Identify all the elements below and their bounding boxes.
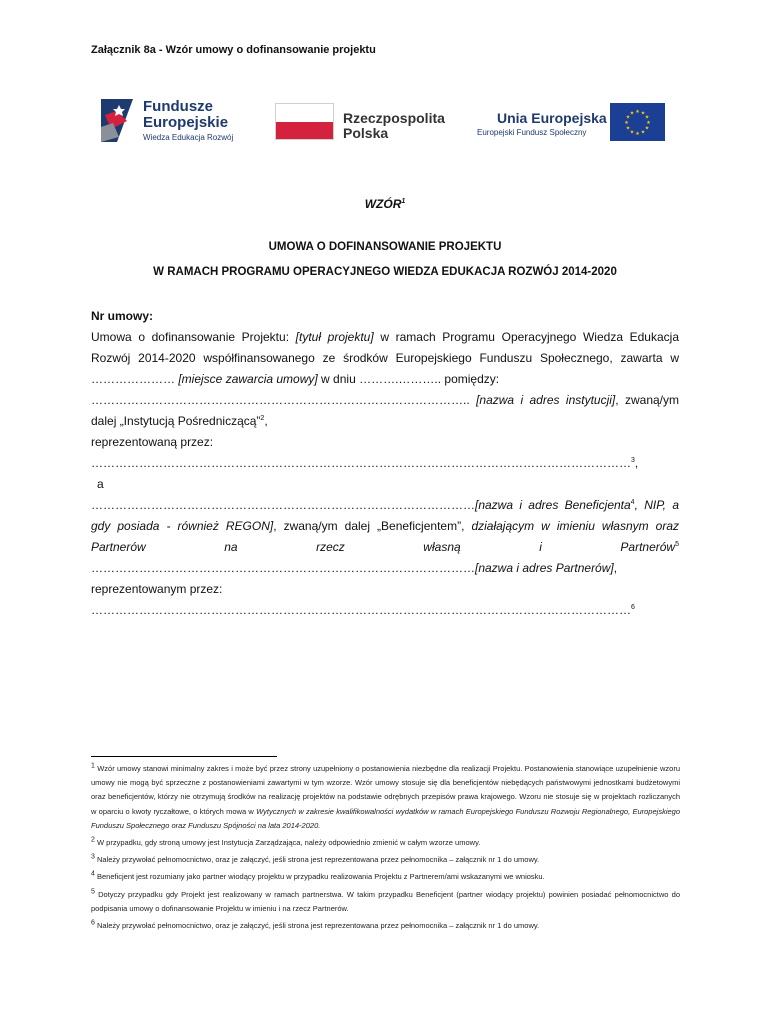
institution-paragraph: ………………………………………………………………………………….. [nazwa i adres instytucji], zwaną/ym dalej „Instytucją Pośredniczącą”$^2$, <box>91 393 679 428</box>
fe-logo-line3: Wiedza Edukacja Rozwój <box>143 133 234 142</box>
eu-star-icon: ★ <box>625 114 631 121</box>
footnote-separator <box>91 756 277 757</box>
eu-star-icon: ★ <box>640 110 646 117</box>
contract-subtitle: W RAMACH PROGRAMU OPERACYJNEGO WIEDZA EDUKACJA ROZWÓJ 2014-2020 <box>153 266 617 278</box>
fe-star-mark-icon <box>97 97 137 142</box>
representative-line-2: ………………………………………………………………………………………………………………………$^6$ <box>91 603 635 617</box>
fe-logo-line1: Fundusze <box>143 98 213 115</box>
represented-by-label-2: reprezentowanym przez: <box>91 582 223 596</box>
footnote-ref: 1 <box>401 198 406 205</box>
eu-star-icon: ★ <box>624 120 629 126</box>
eu-star-icon: ★ <box>625 125 631 132</box>
contract-body <box>91 306 679 621</box>
partners-line: ……………………………………………………………………………………[nazwa i adres Partnerów], <box>91 561 618 575</box>
eu-star-icon: ★ <box>644 114 650 121</box>
ue-logo-line2: Europejski Fundusz Społeczny <box>477 128 587 137</box>
eu-star-icon: ★ <box>629 129 635 136</box>
footnote-2: $^2$ W przypadku, gdy stroną umowy jest Instytucja Zarządzająca, należy odpowiednio zmienić w całym wzorze umowy. <box>91 836 481 848</box>
eu-star-icon: ★ <box>635 109 640 115</box>
intro-paragraph: Umowa o dofinansowanie Projektu: [tytuł projektu] w ramach Programu Operacyjnego Wiedza Edukacja Rozwój 2014-2020 współfinansowanego ze środków Europejskiego Funduszu Społecznego, zawarta w ………………… [miejsce zawarcia umowy] w dniu ……….……….. pomiędzy: <box>91 330 679 386</box>
fundusze-europejskie-logo <box>97 95 247 147</box>
beneficiary-paragraph: ……………………………………………………………………………………[nazwa i adres Beneficjenta$^4$, NIP, a gdy posiada - również REGON], zwaną/ym dalej „Beneficjentem”, działającym w imieniu własnym oraz Partnerów na rzecz własną i Partnerów$^5$ <box>91 498 679 554</box>
eu-star-icon: ★ <box>635 131 640 137</box>
eu-star-icon: ★ <box>640 129 646 136</box>
footnote-4: $^4$ Beneficjent jest rozumiany jako partner wiodący projektu w przypadku realizowania Projektu z Partnerem/ami wskazanymi we wniosku. <box>91 870 545 882</box>
polish-flag-icon <box>275 103 334 140</box>
footnote-3: $^3$ Należy przywołać pełnomocnictwo, oraz je załączyć, jeśli strona jest reprezentowana przez pełnomocnika – załącznik nr 1 do umowy. <box>91 853 540 865</box>
template-label <box>0 197 770 211</box>
representative-line: ………………………………………………………………………………………………………………………$^3$, <box>91 456 639 470</box>
template-label-text: WZÓR <box>364 197 402 211</box>
conjunction-a: a <box>97 477 104 491</box>
footnotes <box>91 762 680 933</box>
pl-logo-line1: Rzeczpospolita <box>343 110 445 126</box>
eu-star-icon: ★ <box>629 110 635 117</box>
footnote-6: $^6$ Należy przywołać pełnomocnictwo, oraz je załączyć, jeśli strona jest reprezentowana przez pełnomocnika – załącznik nr 1 do umowy. <box>91 919 540 931</box>
eu-flag-icon <box>610 103 665 141</box>
eu-star-icon: ★ <box>644 125 650 132</box>
footnote-5: $^5$ Dotyczy przypadku gdy Projekt jest realizowany w ramach partnerstwa. W takim przypadku Beneficjent (partner wiodący projektu) powinien posiadać pełnomocnictwo do podpisania umowy o dofinansowanie Projektu w imieniu i na rzecz Partnerów. <box>91 888 680 913</box>
pl-logo-line2: Polska <box>343 125 389 141</box>
contract-number-label: Nr umowy: <box>91 309 154 323</box>
attachment-header: Załącznik 8a - Wzór umowy o dofinansowanie projektu <box>91 44 376 56</box>
contract-title: UMOWA O DOFINANSOWANIE PROJEKTU <box>268 241 502 253</box>
ue-logo-line1: Unia Europejska <box>497 110 607 126</box>
represented-by-label: reprezentowaną przez: <box>91 435 214 449</box>
fe-logo-line2: Europejskie <box>143 114 229 131</box>
footnote-1: $^1$ Wzór umowy stanowi minimalny zakres i może być przez strony uzupełniony o postanowienia niezbędne dla realizacji Projektu. Postanowienia stanowiące uzupełnienie wzoru umowy nie mogą być sprzeczne z postanowieniami zawartymi w tym wzorze. Wzór umowy stosuje się dla beneficjentów niebędących państwowymi jednostkami budżetowymi oraz beneficjentów, którzy nie otrzymują środków na realizację projektów na podstawie odrębnych przepisów prawa krajowego. Wzoru nie stosuje się w projektach rozliczanych w oparciu o kwoty ryczałtowe, o których mowa w Wytycznych w zakresie kwalifikowalności wydatków w ramach Europejskiego Funduszu Rozwoju Regionalnego, Europejskiego Funduszu Społecznego oraz Funduszu Spójności na lata 2014-2020. <box>91 762 680 830</box>
eu-star-icon: ★ <box>646 120 651 126</box>
